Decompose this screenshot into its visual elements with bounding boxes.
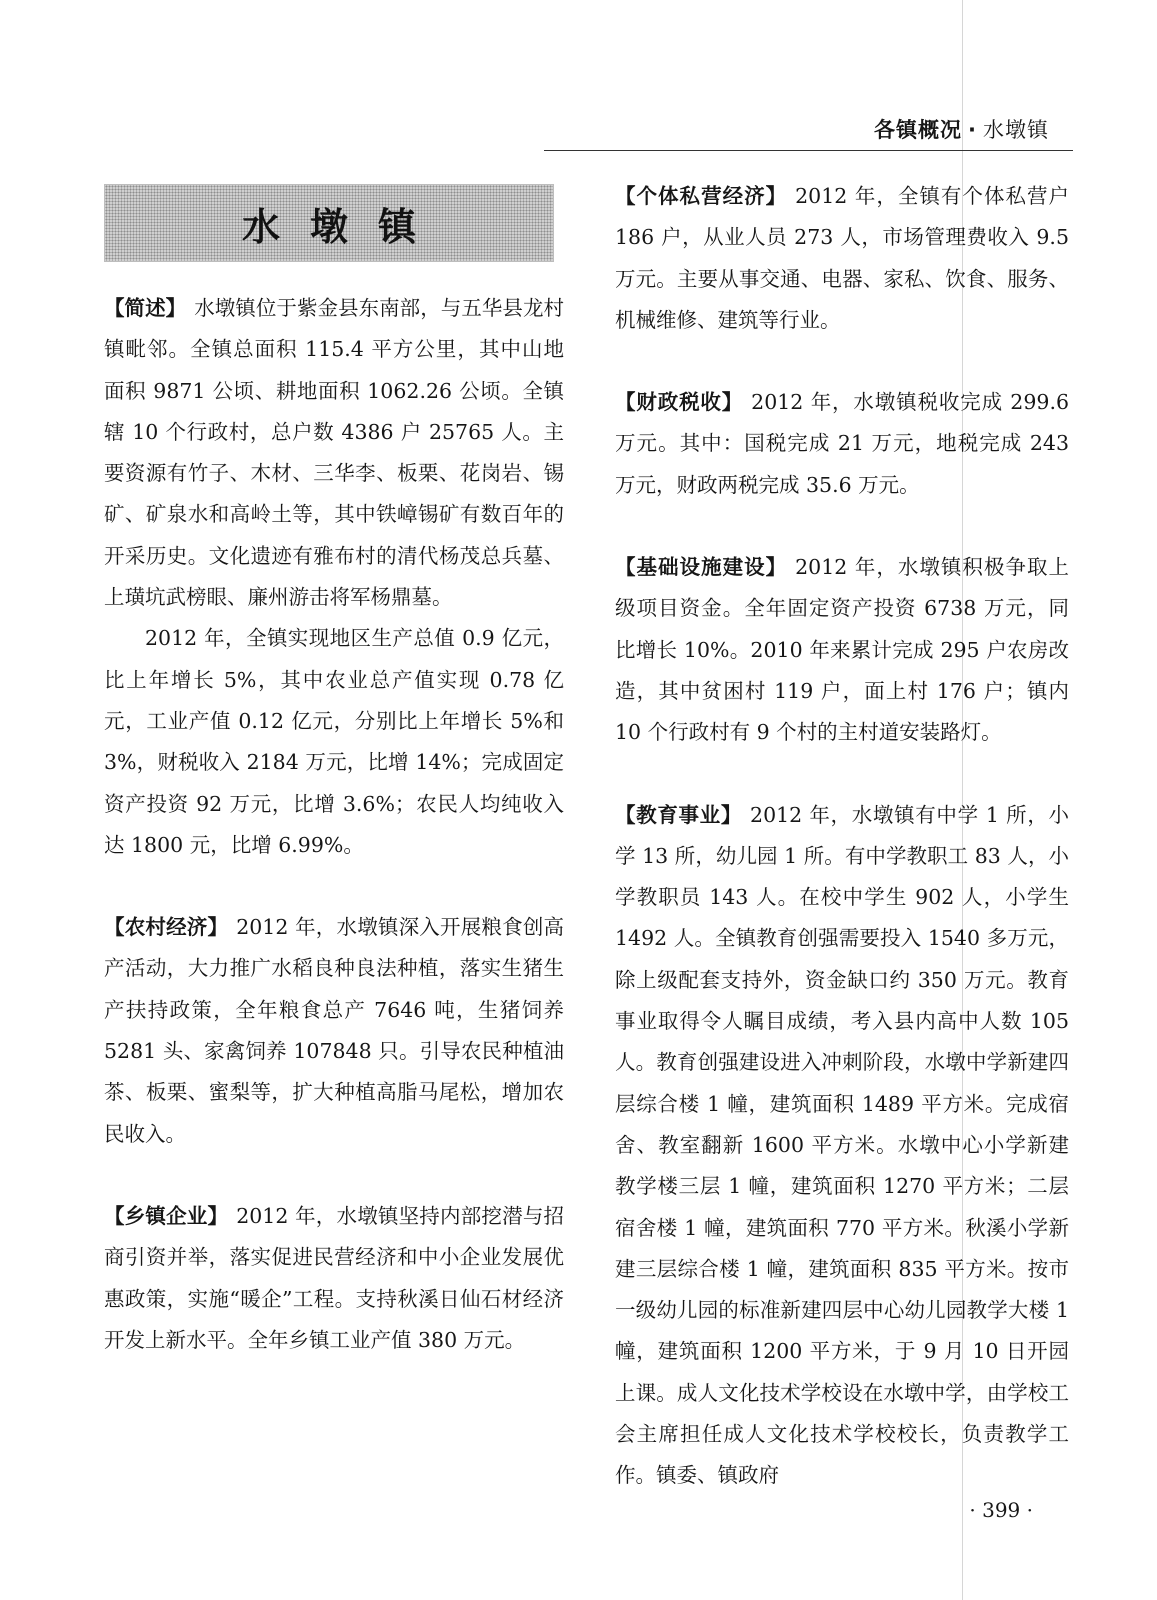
section-heading: 【基础设施建设】 bbox=[615, 555, 788, 580]
section-private-economy bbox=[615, 176, 1069, 341]
header-separator: · bbox=[968, 118, 977, 142]
section-heading: 【简述】 bbox=[104, 296, 187, 320]
section-text: 2012 年，水墩镇有中学 1 所，小学 13 所，幼儿园 1 所。有中学教职工 83 人，小学教职员 143 人。在校中学生 902 人，小学生 1492 人。全镇教育创强需要投入 1540 多万元，除上级配套支持外，资金缺口约 350 万元。教育事业取得令人瞩目成绩，考入县内高中人数 105 人。教育创强建设进入冲刺阶段，水墩中学新建四层综合楼 1 幢，建筑面积 1489 平方米。完成宿舍、教室翻新 1600 平方米。水墩中心小学新建教学楼三层 1 幢，建筑面积 1270 平方米；二层宿舍楼 1 幢，建筑面积 770 平方米。秋溪小学新建三层综合楼 1 幢，建筑面积 835 平方米。按市一级幼儿园的标准新建四层中心幼儿园教学大楼 1 幢，建筑面积 1200 平方米，于 9 月 10 日开园上课。成人文化技术学校设在水墩中学，由学校工会主席担任成人文化技术学校校长，负责教学工作。镇委、镇政府 bbox=[615, 802, 1070, 1488]
section-text: 2012 年，水墩镇税收完成 299.6 万元。其中：国税完成 21 万元，地税完成 243 万元，财政两税完成 35.6 万元。 bbox=[615, 390, 1069, 497]
section-overview bbox=[104, 288, 564, 618]
title-banner bbox=[104, 184, 554, 262]
section-text: 水墩镇位于紫金县东南部，与五华县龙村镇毗邻。全镇总面积 115.4 平方公里，其中山地面积 9871 公顷、耕地面积 1062.26 公顷。全镇辖 10 个行政村，总户数 4386 户 25765 人。主要资源有竹子、木材、三华李、板栗、花岗岩、锡矿、矿泉水和高岭土等，其中铁嶂锡矿有数百年的开采历史。文化遗迹有雅布村的清代杨茂总兵墓、上璜坑武榜眼、廉州游击将军杨鼎墓。 bbox=[104, 296, 565, 610]
header-section: 各镇概况 bbox=[874, 118, 963, 142]
page-number: · 399 · bbox=[969, 1498, 1033, 1522]
section-heading: 【财政税收】 bbox=[615, 390, 744, 415]
section-township-enterprise bbox=[104, 1196, 564, 1361]
section-heading: 【个体私营经济】 bbox=[615, 184, 788, 208]
section-text: 2012 年，水墩镇积极争取上级项目资金。全年固定资产投资 6738 万元，同比增长 10%。2010 年来累计完成 295 户农房改造，其中贫困村 119 户，面上村 176 户；镇内 10 个行政村有 9 个村的主村道安装路灯。 bbox=[615, 555, 1070, 745]
section-paragraph: 2012 年，全镇实现地区生产总值 0.9 亿元，比上年增长 5%，其中农业总产值实现 0.78 亿元，工业产值 0.12 亿元，分别比上年增长 5%和 3%，财税收入 2184 万元，比增 14%；完成固定资产投资 92 万元，比增 3.6%；农民人均纯收入达 1800 元，比增 6.99%。 bbox=[104, 626, 564, 857]
right-column bbox=[615, 176, 1069, 1497]
section-heading: 【农村经济】 bbox=[104, 915, 229, 940]
header-rule bbox=[544, 150, 1073, 151]
section-education bbox=[615, 795, 1069, 1497]
section-heading: 【教育事业】 bbox=[615, 802, 743, 827]
left-column bbox=[104, 288, 564, 1361]
section-infrastructure bbox=[615, 547, 1069, 753]
section-finance-tax bbox=[615, 382, 1069, 506]
section-text: 2012 年，全镇有个体私营户 186 户，从业人员 273 人，市场管理费收入 9.5 万元。主要从事交通、电器、家私、饮食、服务、机械维修、建筑等行业。 bbox=[615, 184, 1070, 332]
section-text: 2012 年，水墩镇深入开展粮食创高产活动，大力推广水稻良种良法种植，落实生猪生产扶持政策，全年粮食总产 7646 吨，生猪饲养 5281 头、家禽饲养 107848 只。引导农民种植油茶、板栗、蜜梨等，扩大种植高脂马尾松，增加农民收入。 bbox=[104, 915, 565, 1146]
section-heading: 【乡镇企业】 bbox=[104, 1203, 229, 1228]
header-town: 水墩镇 bbox=[983, 118, 1049, 142]
section-rural-economy bbox=[104, 907, 564, 1155]
section-text: 2012 年，水墩镇坚持内部挖潜与招商引资并举，落实促进民营经济和中小企业发展优惠政策，实施“暖企”工程。支持秋溪日仙石材经济开发上新水平。全年乡镇工业产值 380 万元。 bbox=[104, 1203, 565, 1352]
page-title: 水墩镇 bbox=[241, 204, 446, 249]
running-header bbox=[874, 114, 1049, 144]
